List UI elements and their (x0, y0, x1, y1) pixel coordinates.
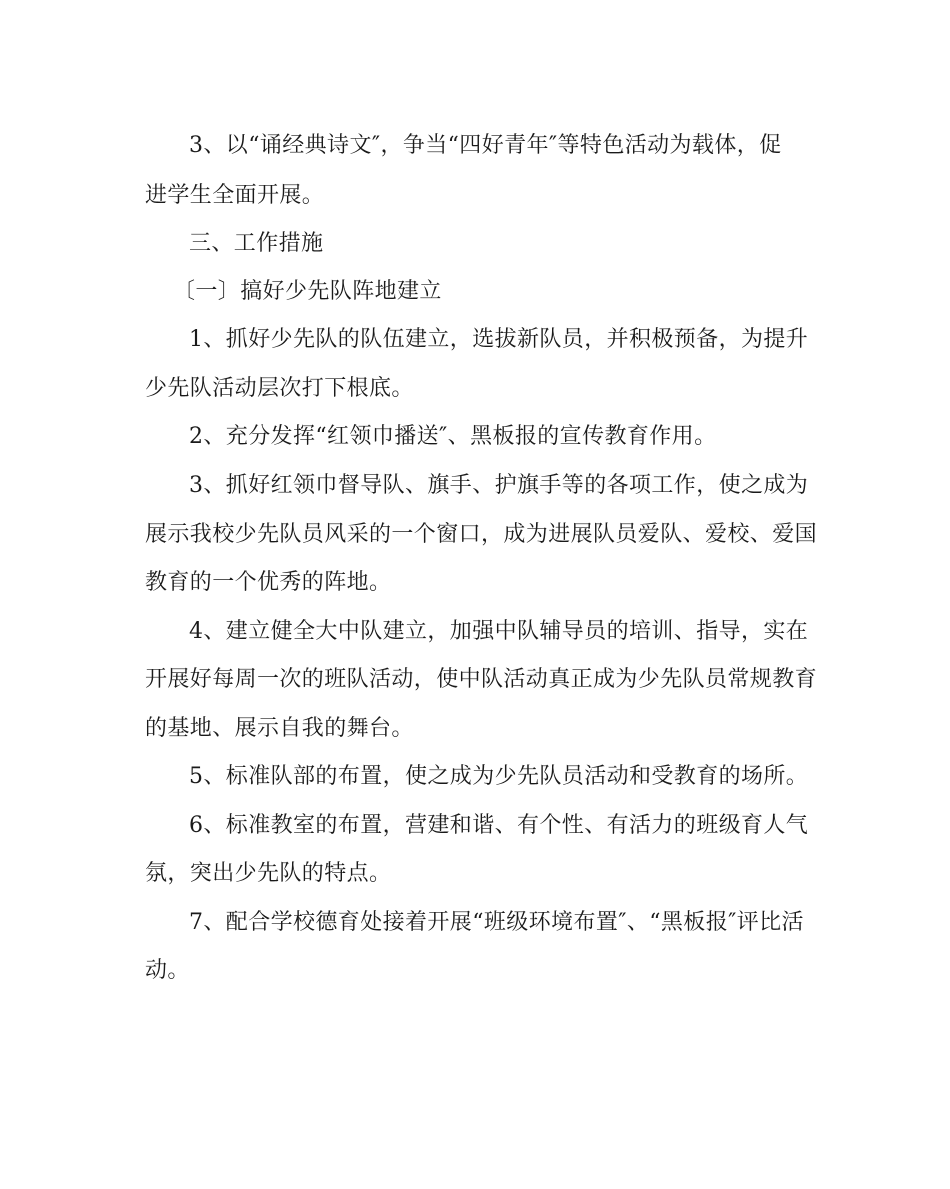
paragraph-line: 氛，突出少先队的特点。 (145, 861, 392, 886)
paragraph-line: 3、以“诵经典诗文″，争当“四好青年″等特色活动为载体，促 (189, 133, 782, 158)
paragraph-line: 少先队活动层次打下根底。 (145, 376, 414, 401)
paragraph-line: 6、标准教室的布置，营建和谐、有个性、有活力的班级育人气 (189, 813, 809, 838)
subsection-heading: 〔一〕搞好少先队阵地建立 (173, 279, 442, 304)
paragraph-line: 教育的一个优秀的阵地。 (145, 570, 392, 595)
paragraph-line: 3、抓好红领巾督导队、旗手、护旗手等的各项工作，使之成为 (189, 473, 809, 498)
paragraph-line: 2、充分发挥“红领巾播送″、黑板报的宣传教育作用。 (189, 424, 717, 449)
paragraph-line: 动。 (145, 958, 190, 983)
paragraph-line: 进学生全面开展。 (145, 183, 325, 208)
paragraph-line: 展示我校少先队员风采的一个窗口，成为进展队员爱队、爱校、爱国 (145, 522, 818, 547)
paragraph-line: 4、建立健全大中队建立，加强中队辅导员的培训、指导，实在 (189, 619, 809, 644)
paragraph-line: 1、抓好少先队的队伍建立，选拔新队员，并积极预备，为提升 (189, 327, 809, 352)
paragraph-line: 5、标准队部的布置，使之成为少先队员活动和受教育的场所。 (189, 764, 809, 789)
paragraph-line: 开展好每周一次的班队活动，使中队活动真正成为少先队员常规教育 (145, 667, 818, 692)
paragraph-line: 7、配合学校德育处接着开展“班级环境布置″、“黑板报″评比活 (189, 910, 804, 935)
paragraph-line: 的基地、展示自我的舞台。 (145, 716, 414, 741)
section-heading: 三、工作措施 (189, 231, 324, 256)
